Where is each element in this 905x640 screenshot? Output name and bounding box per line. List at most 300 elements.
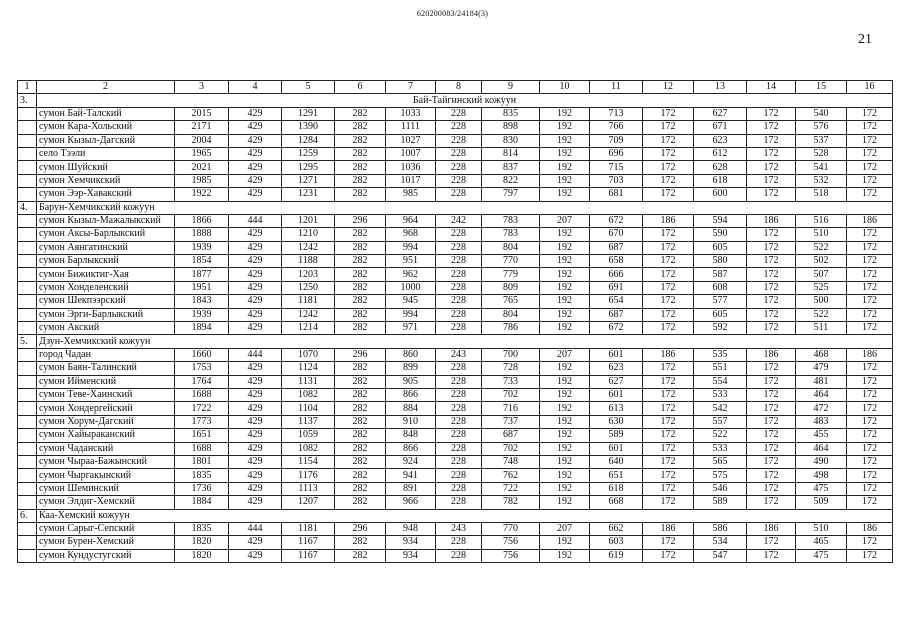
value-cell: 192 (540, 295, 590, 308)
value-cell: 282 (335, 455, 386, 468)
value-cell: 2015 (175, 107, 229, 120)
value-cell: 1154 (282, 455, 335, 468)
value-cell: 228 (436, 455, 482, 468)
value-cell: 192 (540, 281, 590, 294)
value-cell: 186 (847, 522, 893, 535)
value-cell: 1231 (282, 188, 335, 201)
value-cell: 192 (540, 308, 590, 321)
row-index-cell (18, 522, 37, 535)
value-cell: 786 (482, 322, 540, 335)
value-cell: 941 (386, 469, 436, 482)
table-row (18, 362, 893, 375)
value-cell: 172 (847, 388, 893, 401)
column-number-cell: 14 (747, 81, 796, 94)
value-cell: 172 (643, 228, 694, 241)
value-cell: 192 (540, 174, 590, 187)
section-number: 4. (18, 201, 37, 214)
value-cell: 837 (482, 161, 540, 174)
value-cell: 966 (386, 496, 436, 509)
value-cell: 510 (796, 228, 847, 241)
value-cell: 172 (643, 482, 694, 495)
value-cell: 228 (436, 482, 482, 495)
value-cell: 1017 (386, 174, 436, 187)
row-index-cell (18, 469, 37, 482)
settlement-name: сумон Сарыг-Сепский (37, 522, 175, 535)
row-index-cell (18, 295, 37, 308)
value-cell: 172 (643, 375, 694, 388)
value-cell: 945 (386, 295, 436, 308)
value-cell: 192 (540, 455, 590, 468)
value-cell: 186 (747, 522, 796, 535)
row-index-cell (18, 442, 37, 455)
value-cell: 282 (335, 375, 386, 388)
value-cell: 586 (694, 522, 747, 535)
row-index-cell (18, 429, 37, 442)
value-cell: 172 (847, 536, 893, 549)
value-cell: 1951 (175, 281, 229, 294)
value-cell: 830 (482, 134, 540, 147)
value-cell: 282 (335, 188, 386, 201)
table-row (18, 415, 893, 428)
value-cell: 618 (694, 174, 747, 187)
value-cell: 192 (540, 188, 590, 201)
row-index-cell (18, 161, 37, 174)
value-cell: 429 (229, 496, 282, 509)
value-cell: 172 (847, 442, 893, 455)
value-cell: 172 (847, 161, 893, 174)
value-cell: 630 (590, 415, 643, 428)
value-cell: 968 (386, 228, 436, 241)
row-index-cell (18, 496, 37, 509)
value-cell: 1291 (282, 107, 335, 120)
value-cell: 600 (694, 188, 747, 201)
value-cell: 172 (747, 402, 796, 415)
value-cell: 589 (590, 429, 643, 442)
value-cell: 172 (847, 455, 893, 468)
value-cell: 172 (747, 281, 796, 294)
value-cell: 1854 (175, 255, 229, 268)
value-cell: 172 (747, 121, 796, 134)
value-cell: 576 (796, 121, 847, 134)
value-cell: 172 (643, 188, 694, 201)
value-cell: 228 (436, 402, 482, 415)
settlement-name: сумон Кызыл-Дагский (37, 134, 175, 147)
value-cell: 905 (386, 375, 436, 388)
value-cell: 1188 (282, 255, 335, 268)
value-cell: 662 (590, 522, 643, 535)
value-cell: 822 (482, 174, 540, 187)
value-cell: 1894 (175, 322, 229, 335)
value-cell: 551 (694, 362, 747, 375)
row-index-cell (18, 134, 37, 147)
value-cell: 814 (482, 147, 540, 160)
value-cell: 282 (335, 161, 386, 174)
section-title: Каа-Хемский кожуун (37, 509, 893, 522)
column-number-cell: 16 (847, 81, 893, 94)
value-cell: 603 (590, 536, 643, 549)
value-cell: 605 (694, 308, 747, 321)
value-cell: 1027 (386, 134, 436, 147)
value-cell: 172 (847, 402, 893, 415)
value-cell: 172 (747, 134, 796, 147)
value-cell: 668 (590, 496, 643, 509)
value-cell: 282 (335, 268, 386, 281)
row-index-cell (18, 375, 37, 388)
value-cell: 228 (436, 375, 482, 388)
value-cell: 172 (847, 469, 893, 482)
value-cell: 172 (643, 255, 694, 268)
value-cell: 282 (335, 402, 386, 415)
value-cell: 172 (643, 121, 694, 134)
value-cell: 1242 (282, 308, 335, 321)
value-cell: 172 (747, 442, 796, 455)
table-row (18, 268, 893, 281)
value-cell: 228 (436, 281, 482, 294)
settlement-name: сумон Чаданский (37, 442, 175, 455)
value-cell: 703 (590, 174, 643, 187)
settlement-name: сумон Эрги-Барлыкский (37, 308, 175, 321)
table-row (18, 429, 893, 442)
table-row (18, 388, 893, 401)
value-cell: 2004 (175, 134, 229, 147)
value-cell: 534 (694, 536, 747, 549)
row-index-cell (18, 455, 37, 468)
value-cell: 192 (540, 482, 590, 495)
value-cell: 601 (590, 348, 643, 361)
value-cell: 924 (386, 455, 436, 468)
value-cell: 172 (847, 362, 893, 375)
value-cell: 1820 (175, 549, 229, 562)
value-cell: 797 (482, 188, 540, 201)
table-row (18, 308, 893, 321)
value-cell: 994 (386, 241, 436, 254)
value-cell: 192 (540, 442, 590, 455)
value-cell: 532 (796, 174, 847, 187)
settlement-name: сумон Чыргакынский (37, 469, 175, 482)
value-cell: 172 (643, 268, 694, 281)
value-cell: 429 (229, 375, 282, 388)
settlement-name: город Чадан (37, 348, 175, 361)
value-cell: 1773 (175, 415, 229, 428)
value-cell: 172 (847, 549, 893, 562)
value-cell: 172 (643, 147, 694, 160)
value-cell: 429 (229, 255, 282, 268)
value-cell: 623 (590, 362, 643, 375)
value-cell: 1214 (282, 322, 335, 335)
value-cell: 951 (386, 255, 436, 268)
settlement-name: сумон Кара-Хольский (37, 121, 175, 134)
settlement-name: сумон Хонделенский (37, 281, 175, 294)
value-cell: 429 (229, 388, 282, 401)
value-cell: 511 (796, 322, 847, 335)
settlement-name: сумон Хорум-Дагский (37, 415, 175, 428)
value-cell: 282 (335, 442, 386, 455)
value-cell: 1111 (386, 121, 436, 134)
value-cell: 282 (335, 536, 386, 549)
value-cell: 783 (482, 214, 540, 227)
value-cell: 728 (482, 362, 540, 375)
value-cell: 172 (747, 415, 796, 428)
value-cell: 172 (847, 322, 893, 335)
value-cell: 444 (229, 348, 282, 361)
section-header-row (18, 201, 893, 214)
value-cell: 542 (694, 402, 747, 415)
settlement-name: сумон Кызыл-Мажалыкский (37, 214, 175, 227)
row-index-cell (18, 402, 37, 415)
value-cell: 1181 (282, 522, 335, 535)
value-cell: 192 (540, 536, 590, 549)
value-cell: 594 (694, 214, 747, 227)
value-cell: 172 (747, 469, 796, 482)
table-row (18, 134, 893, 147)
value-cell: 172 (847, 174, 893, 187)
value-cell: 809 (482, 281, 540, 294)
value-cell: 172 (747, 362, 796, 375)
value-cell: 429 (229, 161, 282, 174)
value-cell: 172 (747, 255, 796, 268)
value-cell: 948 (386, 522, 436, 535)
value-cell: 670 (590, 228, 643, 241)
value-cell: 804 (482, 241, 540, 254)
value-cell: 898 (482, 121, 540, 134)
value-cell: 172 (847, 375, 893, 388)
table-row (18, 549, 893, 562)
row-index-cell (18, 549, 37, 562)
value-cell: 472 (796, 402, 847, 415)
value-cell: 296 (335, 348, 386, 361)
row-index-cell (18, 322, 37, 335)
value-cell: 1722 (175, 402, 229, 415)
table-row (18, 375, 893, 388)
value-cell: 1801 (175, 455, 229, 468)
value-cell: 1835 (175, 469, 229, 482)
value-cell: 429 (229, 362, 282, 375)
value-cell: 884 (386, 402, 436, 415)
value-cell: 228 (436, 295, 482, 308)
value-cell: 172 (747, 322, 796, 335)
value-cell: 429 (229, 281, 282, 294)
page-number: 21 (858, 32, 872, 47)
value-cell: 186 (643, 348, 694, 361)
value-cell: 228 (436, 322, 482, 335)
value-cell: 444 (229, 214, 282, 227)
value-cell: 565 (694, 455, 747, 468)
value-cell: 654 (590, 295, 643, 308)
value-cell: 1082 (282, 442, 335, 455)
table-row (18, 228, 893, 241)
value-cell: 651 (590, 469, 643, 482)
value-cell: 282 (335, 147, 386, 160)
section-header-row (18, 335, 893, 348)
value-cell: 282 (335, 107, 386, 120)
value-cell: 192 (540, 322, 590, 335)
settlement-name: сумон Чыраа-Бажынский (37, 455, 175, 468)
value-cell: 192 (540, 429, 590, 442)
value-cell: 192 (540, 415, 590, 428)
value-cell: 429 (229, 174, 282, 187)
settlement-name: сумон Шекпээрский (37, 295, 175, 308)
row-index-cell (18, 174, 37, 187)
value-cell: 172 (747, 241, 796, 254)
value-cell: 498 (796, 469, 847, 482)
value-cell: 1124 (282, 362, 335, 375)
column-number-cell: 9 (482, 81, 540, 94)
value-cell: 296 (335, 522, 386, 535)
value-cell: 516 (796, 214, 847, 227)
value-cell: 590 (694, 228, 747, 241)
value-cell: 575 (694, 469, 747, 482)
value-cell: 765 (482, 295, 540, 308)
value-cell: 172 (643, 455, 694, 468)
value-cell: 1390 (282, 121, 335, 134)
value-cell: 1007 (386, 147, 436, 160)
value-cell: 835 (482, 107, 540, 120)
value-cell: 207 (540, 348, 590, 361)
value-cell: 282 (335, 174, 386, 187)
value-cell: 192 (540, 134, 590, 147)
value-cell: 672 (590, 322, 643, 335)
value-cell: 429 (229, 482, 282, 495)
value-cell: 207 (540, 214, 590, 227)
value-cell: 172 (747, 147, 796, 160)
value-cell: 483 (796, 415, 847, 428)
column-number-cell: 7 (386, 81, 436, 94)
settlement-name: сумон Шеминский (37, 482, 175, 495)
value-cell: 672 (590, 214, 643, 227)
value-cell: 429 (229, 188, 282, 201)
value-cell: 756 (482, 536, 540, 549)
row-index-cell (18, 536, 37, 549)
value-cell: 172 (847, 255, 893, 268)
value-cell: 1271 (282, 174, 335, 187)
value-cell: 1939 (175, 241, 229, 254)
value-cell: 192 (540, 496, 590, 509)
value-cell: 172 (747, 268, 796, 281)
value-cell: 1036 (386, 161, 436, 174)
column-number-cell: 12 (643, 81, 694, 94)
value-cell: 533 (694, 388, 747, 401)
settlement-name: сумон Бижиктиг-Хая (37, 268, 175, 281)
row-index-cell (18, 281, 37, 294)
value-cell: 580 (694, 255, 747, 268)
table-row (18, 281, 893, 294)
table-row (18, 174, 893, 187)
settlement-name: сумон Элдиг-Хемский (37, 496, 175, 509)
value-cell: 700 (482, 348, 540, 361)
value-cell: 577 (694, 295, 747, 308)
value-cell: 228 (436, 415, 482, 428)
value-cell: 502 (796, 255, 847, 268)
value-cell: 172 (847, 147, 893, 160)
value-cell: 172 (747, 188, 796, 201)
value-cell: 687 (482, 429, 540, 442)
value-cell: 192 (540, 147, 590, 160)
value-cell: 192 (540, 268, 590, 281)
value-cell: 891 (386, 482, 436, 495)
value-cell: 282 (335, 482, 386, 495)
value-cell: 282 (335, 415, 386, 428)
settlement-name: сумон Хайыраканский (37, 429, 175, 442)
value-cell: 192 (540, 241, 590, 254)
settlement-name: сумон Теве-Хаинский (37, 388, 175, 401)
row-index-cell (18, 107, 37, 120)
value-cell: 589 (694, 496, 747, 509)
value-cell: 464 (796, 388, 847, 401)
value-cell: 172 (847, 188, 893, 201)
value-cell: 1651 (175, 429, 229, 442)
value-cell: 192 (540, 388, 590, 401)
value-cell: 528 (796, 147, 847, 160)
value-cell: 172 (747, 228, 796, 241)
value-cell: 1104 (282, 402, 335, 415)
table-row (18, 161, 893, 174)
document-code: 620200083/24184(3) (416, 9, 489, 18)
value-cell: 172 (643, 241, 694, 254)
value-cell: 228 (436, 241, 482, 254)
value-cell: 1835 (175, 522, 229, 535)
value-cell: 1866 (175, 214, 229, 227)
value-cell: 715 (590, 161, 643, 174)
value-cell: 172 (643, 308, 694, 321)
value-cell: 1660 (175, 348, 229, 361)
table-row (18, 482, 893, 495)
value-cell: 192 (540, 549, 590, 562)
value-cell: 192 (540, 375, 590, 388)
value-cell: 172 (747, 549, 796, 562)
value-cell: 547 (694, 549, 747, 562)
value-cell: 429 (229, 415, 282, 428)
table-row (18, 469, 893, 482)
value-cell: 228 (436, 134, 482, 147)
value-cell: 2171 (175, 121, 229, 134)
value-cell: 1137 (282, 415, 335, 428)
settlement-name: сумон Ээр-Хавакский (37, 188, 175, 201)
value-cell: 962 (386, 268, 436, 281)
row-index-cell (18, 415, 37, 428)
value-cell: 429 (229, 455, 282, 468)
value-cell: 1922 (175, 188, 229, 201)
value-cell: 522 (796, 241, 847, 254)
value-cell: 696 (590, 147, 643, 160)
value-cell: 282 (335, 295, 386, 308)
value-cell: 1167 (282, 536, 335, 549)
column-number-cell: 6 (335, 81, 386, 94)
value-cell: 1284 (282, 134, 335, 147)
value-cell: 1167 (282, 549, 335, 562)
value-cell: 748 (482, 455, 540, 468)
value-cell: 282 (335, 362, 386, 375)
value-cell: 541 (796, 161, 847, 174)
value-cell: 282 (335, 228, 386, 241)
value-cell: 429 (229, 402, 282, 415)
row-index-cell (18, 121, 37, 134)
settlement-name: сумон Бай-Талский (37, 107, 175, 120)
value-cell: 172 (747, 375, 796, 388)
table-row (18, 255, 893, 268)
value-cell: 627 (590, 375, 643, 388)
value-cell: 228 (436, 496, 482, 509)
value-cell: 1181 (282, 295, 335, 308)
value-cell: 172 (747, 429, 796, 442)
value-cell: 770 (482, 255, 540, 268)
value-cell: 1082 (282, 388, 335, 401)
value-cell: 766 (590, 121, 643, 134)
value-cell: 554 (694, 375, 747, 388)
value-cell: 1210 (282, 228, 335, 241)
column-number-cell: 8 (436, 81, 482, 94)
value-cell: 546 (694, 482, 747, 495)
value-cell: 971 (386, 322, 436, 335)
